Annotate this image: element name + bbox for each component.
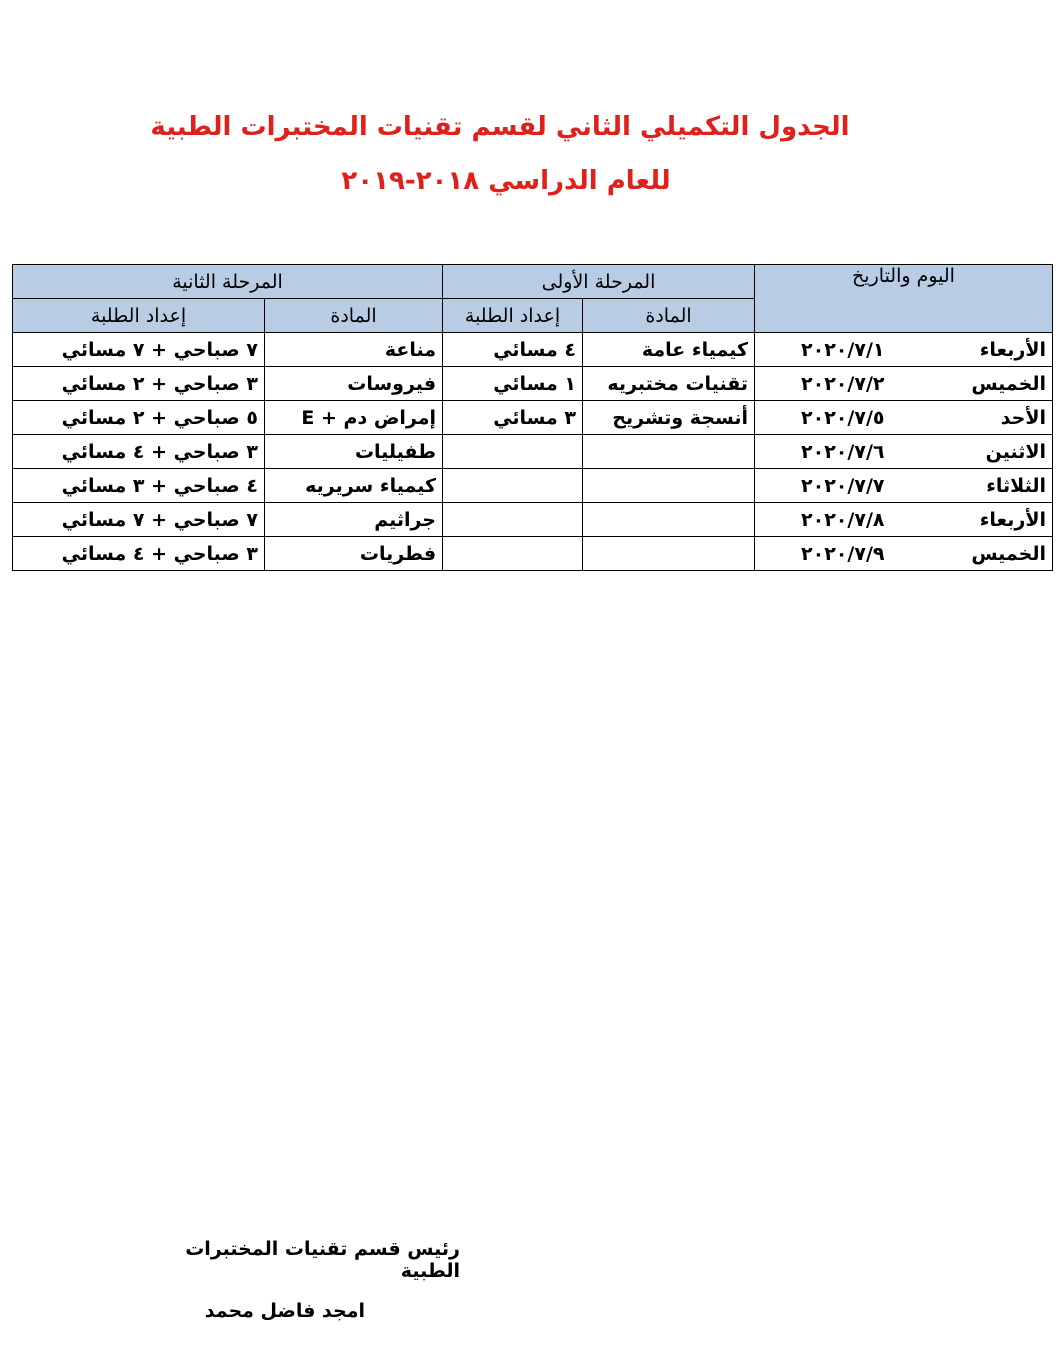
stage2-subject-cell: فيروسات (265, 367, 443, 401)
day-date-cell (755, 503, 1053, 537)
stage2-subject-cell: جراثيم (265, 503, 443, 537)
date-value: ٢٠٢٠/٧/٢ (801, 372, 885, 395)
stage2-prep-cell: ٣ صباحي + ٤ مسائي (13, 537, 265, 571)
day-date-cell (755, 435, 1053, 469)
table-row (13, 333, 1053, 367)
stage2-subject-cell: فطريات (265, 537, 443, 571)
stage1-subject-cell: تقنيات مختبريه (583, 367, 755, 401)
stage1-subject-cell (583, 503, 755, 537)
stage1-subject-cell (583, 469, 755, 503)
date-value: ٢٠٢٠/٧/٥ (801, 406, 885, 429)
date-value: ٢٠٢٠/٧/٩ (801, 542, 885, 565)
stage1-prep-cell: ١ مسائي (443, 367, 583, 401)
stage2-prep-cell: ٣ صباحي + ٢ مسائي (13, 367, 265, 401)
table-row (13, 367, 1053, 401)
day-name: الأربعاء (979, 508, 1047, 531)
day-name: الثلاثاء (986, 474, 1047, 497)
table-row (13, 401, 1053, 435)
signature-name: امجد فاضل محمد (204, 1300, 365, 1322)
day-date-cell (755, 401, 1053, 435)
stage2-subject-cell: طفيليات (265, 435, 443, 469)
day-name: الخميس (971, 542, 1047, 565)
header-day-date: اليوم والتاريخ (755, 265, 1053, 333)
stage1-subject-cell: أنسجة وتشريح (583, 401, 755, 435)
stage1-prep-cell: ٤ مسائي (443, 333, 583, 367)
stage1-prep-cell (443, 503, 583, 537)
day-date-cell (755, 469, 1053, 503)
stage2-subject-cell: مناعة (265, 333, 443, 367)
stage2-subject-cell: إمراض دم + E (265, 401, 443, 435)
header-stage1: المرحلة الأولى (443, 265, 755, 299)
stage2-prep-cell: ٧ صباحي + ٧ مسائي (13, 503, 265, 537)
day-date-cell (755, 333, 1053, 367)
stage2-prep-cell: ٤ صباحي + ٣ مسائي (13, 469, 265, 503)
day-name: الاثنين (985, 440, 1047, 463)
day-name: الأحد (1000, 406, 1047, 429)
stage1-prep-cell (443, 435, 583, 469)
header-stage2-prep: إعداد الطلبة (13, 299, 265, 333)
table-row (13, 503, 1053, 537)
table-row (13, 469, 1053, 503)
header-stage1-subject: المادة (583, 299, 755, 333)
stage1-subject-cell (583, 537, 755, 571)
stage1-prep-cell: ٣ مسائي (443, 401, 583, 435)
date-value: ٢٠٢٠/٧/١ (801, 338, 885, 361)
stage1-subject-cell: كيمياء عامة (583, 333, 755, 367)
stage2-subject-cell: كيمياء سريريه (265, 469, 443, 503)
academic-year: للعام الدراسي ٢٠١٨-٢٠١٩ (341, 166, 671, 196)
stage2-prep-cell: ٧ صباحي + ٧ مسائي (13, 333, 265, 367)
stage1-subject-cell (583, 435, 755, 469)
date-value: ٢٠٢٠/٧/٧ (801, 474, 885, 497)
stage1-prep-cell (443, 537, 583, 571)
date-value: ٢٠٢٠/٧/٨ (801, 508, 885, 531)
table-row (13, 537, 1053, 571)
header-stage1-prep: إعداد الطلبة (443, 299, 583, 333)
day-name: الأربعاء (979, 338, 1047, 361)
stage2-prep-cell: ٣ صباحي + ٤ مسائي (13, 435, 265, 469)
header-stage2-subject: المادة (265, 299, 443, 333)
date-value: ٢٠٢٠/٧/٦ (801, 440, 885, 463)
stage1-prep-cell (443, 469, 583, 503)
day-date-cell (755, 537, 1053, 571)
signature-position: رئيس قسم تقنيات المختبرات الطبية (185, 1238, 460, 1282)
schedule-table (12, 264, 1053, 571)
stage2-prep-cell: ٥ صباحي + ٢ مسائي (13, 401, 265, 435)
header-row-stages (13, 265, 1053, 299)
document-title: الجدول التكميلي الثاني لقسم تقنيات المختبرات الطبية (150, 112, 850, 142)
day-name: الخميس (971, 372, 1047, 395)
table-row (13, 435, 1053, 469)
header-stage2: المرحلة الثانية (13, 265, 443, 299)
day-date-cell (755, 367, 1053, 401)
